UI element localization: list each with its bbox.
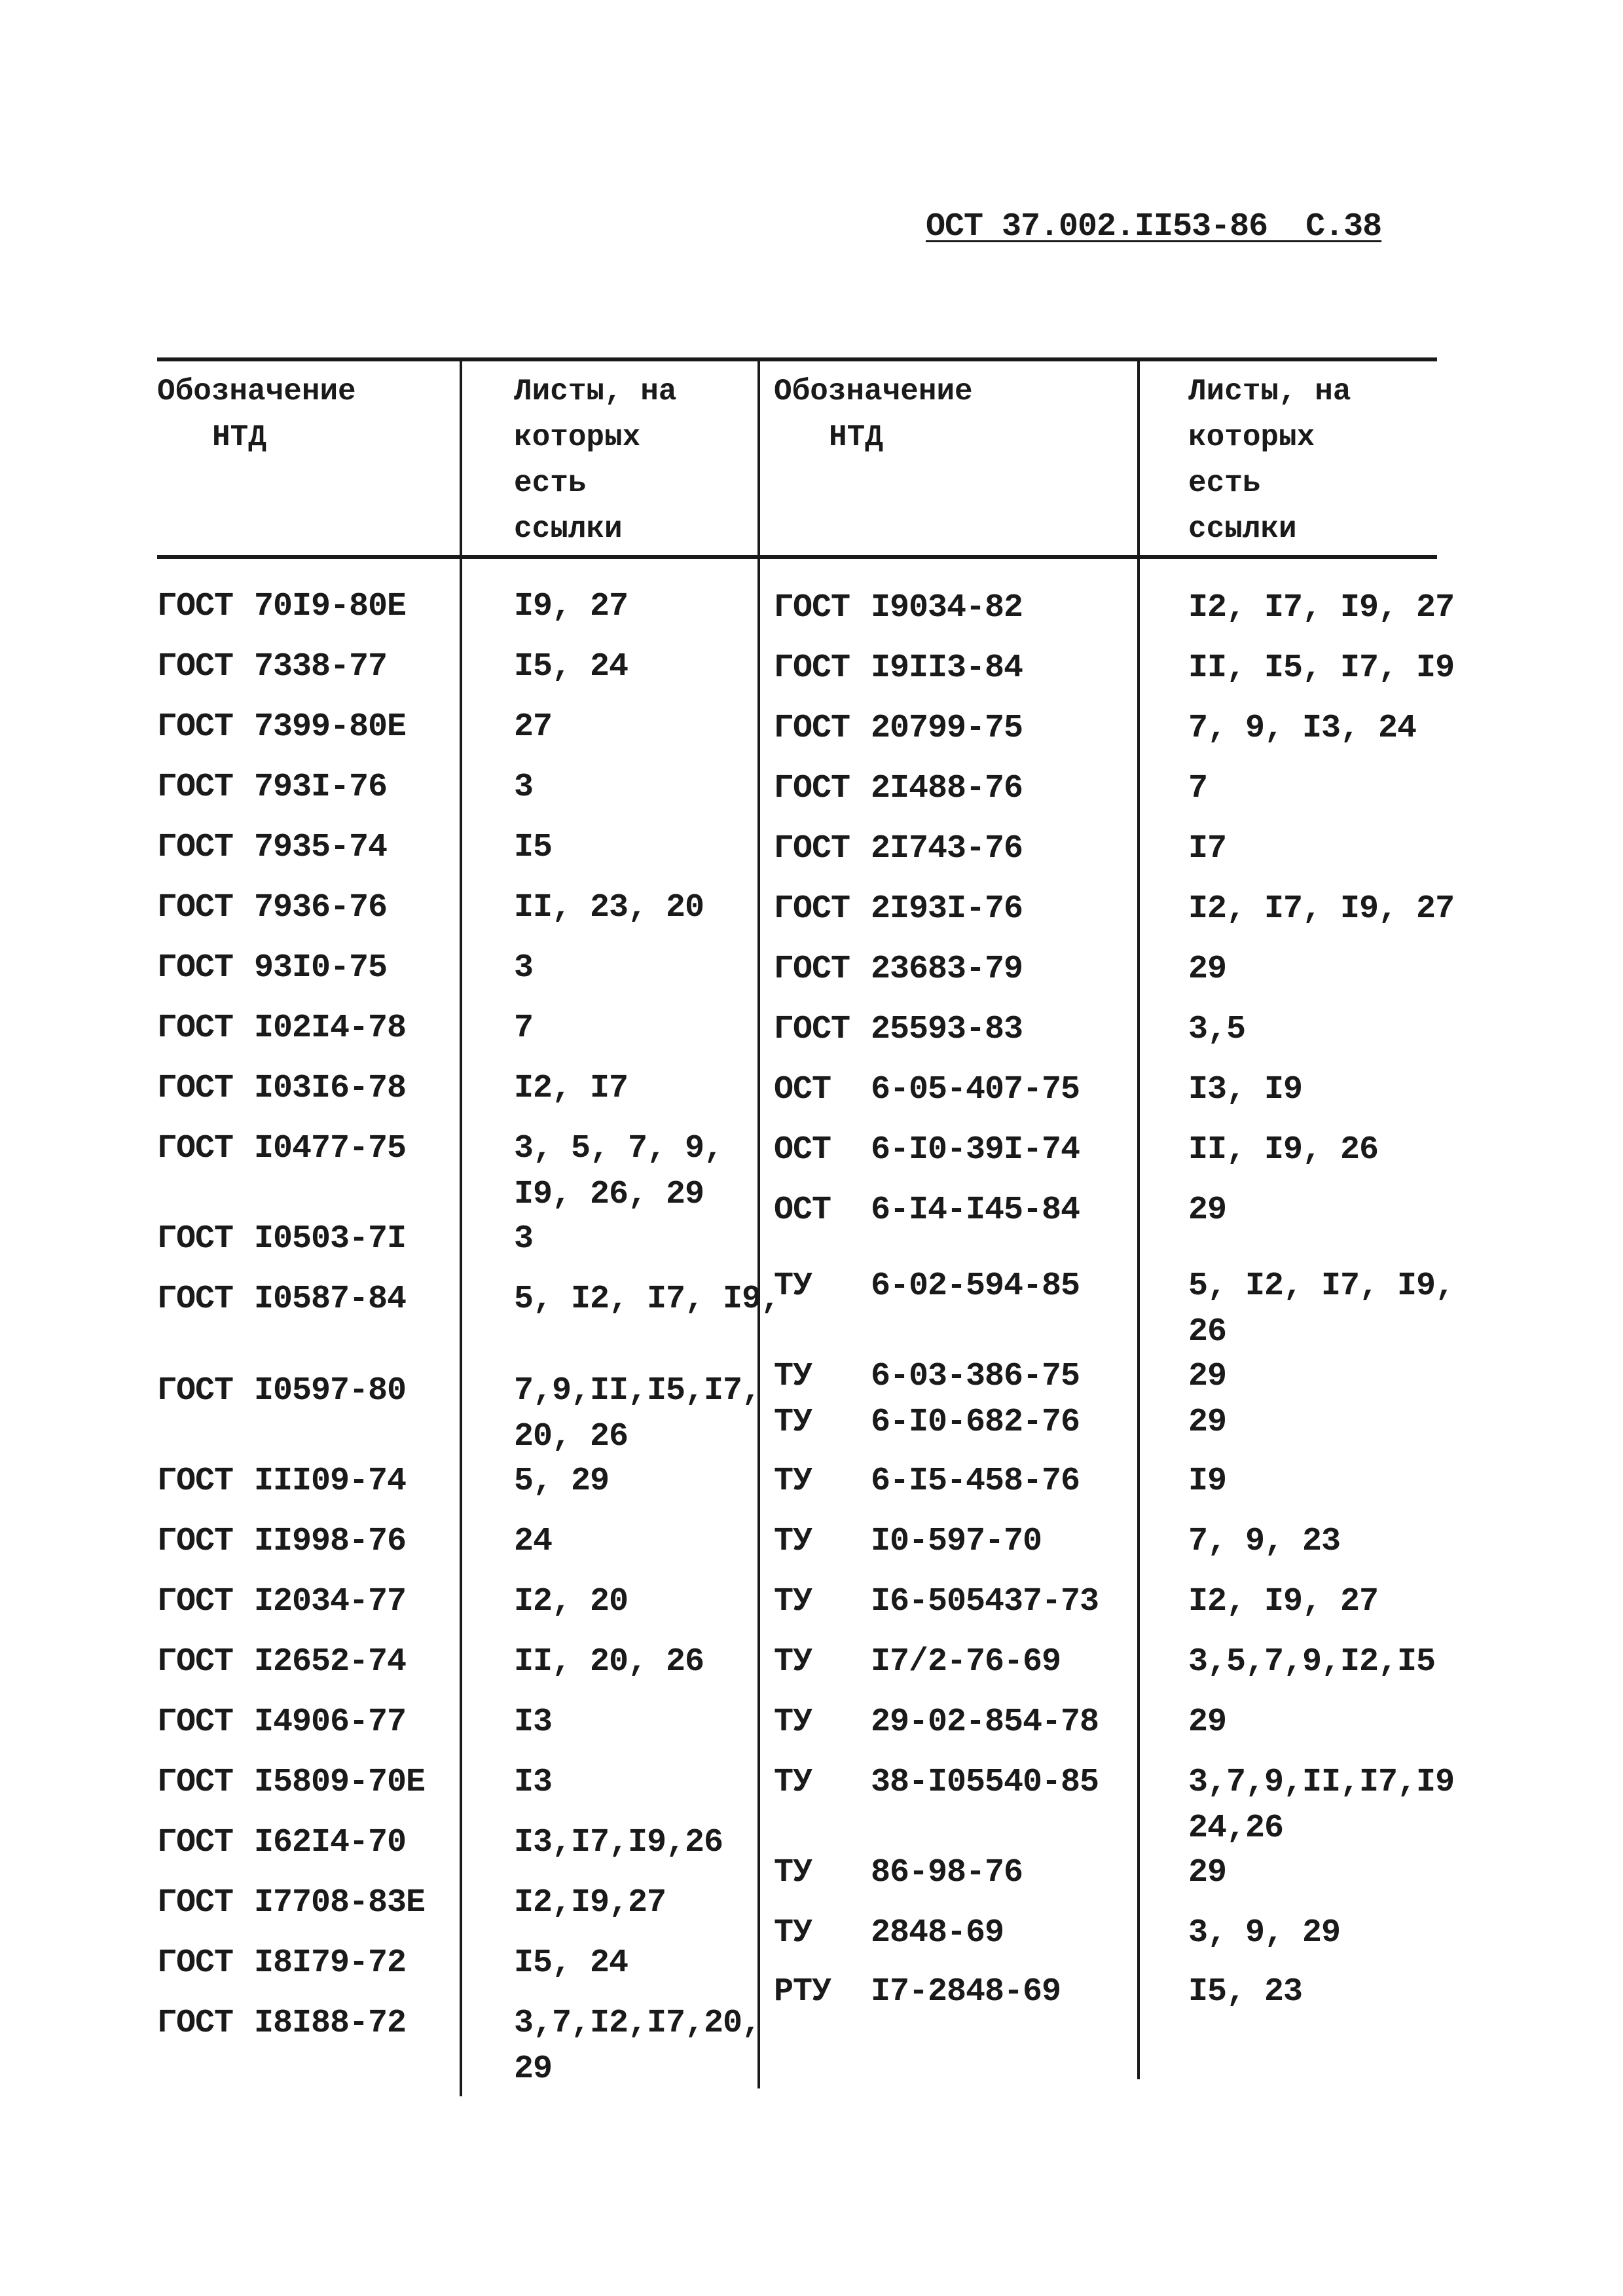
sheets-line: 5, I2, I7, I9,	[514, 1281, 780, 1318]
header-title: Обозначение	[774, 374, 973, 409]
designation-number: 23683-79	[871, 951, 1023, 988]
sheets-line: I2,I9,27	[514, 1884, 666, 1922]
designation-prefix: ГОСТ	[157, 708, 234, 746]
column-divider-3	[1137, 357, 1140, 2079]
designation-cell	[774, 1910, 1004, 1956]
sheets-cell	[514, 1066, 628, 1112]
designation-prefix: ГОСТ	[157, 1220, 234, 1258]
designation-number: I8I88-72	[254, 2005, 407, 2042]
header-subtitle: НТД	[212, 420, 266, 454]
designation-prefix: ГОСТ	[157, 2005, 234, 2042]
designation-prefix: ГОСТ	[157, 1281, 234, 1318]
sheets-line: I2, I7, I9, 27	[1188, 589, 1455, 627]
sheets-line: 29	[514, 2050, 553, 2088]
designation-number: 6-I0-39I-74	[871, 1131, 1080, 1169]
designation-cell	[774, 1264, 1080, 1309]
sheets-cell	[514, 765, 533, 811]
sheets-cell	[1188, 1354, 1226, 1400]
designation-cell	[157, 1459, 406, 1504]
designation-number: 6-I5-458-76	[871, 1463, 1080, 1500]
designation-prefix: ГОСТ	[157, 1824, 234, 1861]
designation-number: 7935-74	[254, 829, 388, 866]
designation-number: I5809-70Е	[254, 1764, 426, 1801]
sheets-line: I5, 23	[1188, 1973, 1303, 2011]
designation-cell	[774, 826, 1023, 872]
designation-prefix: ТУ	[774, 1463, 812, 1500]
designation-prefix: ТУ	[774, 1764, 812, 1801]
sheets-cell	[1188, 1188, 1226, 1233]
designation-prefix: ГОСТ	[774, 890, 850, 928]
designation-prefix: ГОСТ	[157, 1463, 234, 1500]
designation-cell	[157, 765, 387, 811]
sheets-line: 7, 9, I3, 24	[1188, 710, 1417, 747]
designation-cell	[774, 646, 1023, 691]
designation-prefix: ТУ	[774, 1854, 812, 1891]
designation-number: I03I6-78	[254, 1070, 407, 1107]
sheets-line: 27	[514, 708, 553, 746]
sheets-line: 3	[514, 769, 534, 806]
sheets-cell	[514, 1820, 723, 1866]
sheets-cell	[514, 1639, 704, 1685]
designation-prefix: ГОСТ	[774, 589, 850, 627]
designation-number: III09-74	[254, 1463, 407, 1500]
designation-number: 2I743-76	[871, 830, 1023, 867]
designation-prefix: ГОСТ	[157, 1944, 234, 1982]
designation-prefix: ГОСТ	[157, 829, 234, 866]
designation-number: I0477-75	[254, 1130, 407, 1167]
designation-number: I7/2-76-69	[871, 1643, 1061, 1681]
designation-prefix: ГОСТ	[157, 949, 234, 987]
sheets-cell	[1188, 826, 1226, 872]
sheets-cell	[1188, 1264, 1454, 1355]
header-line: ссылки	[1188, 512, 1297, 546]
sheets-line: I9, 26, 29	[514, 1176, 704, 1213]
sheets-cell	[514, 1880, 666, 1926]
designation-prefix: ТУ	[774, 1583, 812, 1620]
designation-prefix: ТУ	[774, 1404, 812, 1441]
designation-prefix: ГОСТ	[157, 648, 234, 685]
designation-cell	[157, 1639, 406, 1685]
designation-number: I0503-7I	[254, 1220, 407, 1258]
designation-cell	[157, 2001, 406, 2047]
designation-prefix: ОСТ	[774, 1071, 831, 1108]
sheets-line: 3, 5, 7, 9,	[514, 1130, 723, 1167]
designation-prefix: ГОСТ	[157, 889, 234, 926]
designation-cell	[157, 1760, 425, 1806]
designation-number: I9034-82	[871, 589, 1023, 627]
designation-number: 6-02-594-85	[871, 1267, 1080, 1305]
designation-cell	[774, 1400, 1080, 1446]
designation-cell	[157, 1368, 406, 1414]
designation-prefix: ТУ	[774, 1914, 812, 1952]
sheets-line: II, 23, 20	[514, 889, 704, 926]
designation-prefix: ГОСТ	[157, 1643, 234, 1681]
sheets-line: 7,9,II,I5,I7,	[514, 1372, 761, 1410]
designation-number: I62I4-70	[254, 1824, 407, 1861]
designation-cell	[157, 1880, 425, 1926]
designation-number: I0-597-70	[871, 1523, 1042, 1560]
sheets-cell	[514, 584, 628, 630]
designation-number: I0587-84	[254, 1281, 407, 1318]
sheets-cell	[1188, 1400, 1226, 1446]
designation-number: I6-505437-73	[871, 1583, 1099, 1620]
sheets-line: I2, I7	[514, 1070, 629, 1107]
designation-number: 38-I05540-85	[871, 1764, 1099, 1801]
designation-number: 6-I4-I45-84	[871, 1192, 1080, 1229]
sheets-cell	[514, 1006, 533, 1051]
designation-cell	[774, 1760, 1099, 1806]
sheets-line: I2, I7, I9, 27	[1188, 890, 1455, 928]
designation-cell	[157, 945, 387, 991]
sheets-line: 5, I2, I7, I9,	[1188, 1267, 1455, 1305]
designation-number: I2652-74	[254, 1643, 407, 1681]
designation-number: 2848-69	[871, 1914, 1004, 1952]
sheets-line: II, I9, 26	[1188, 1131, 1379, 1169]
designation-cell	[774, 1639, 1061, 1685]
sheets-line: I3, I9	[1188, 1071, 1303, 1108]
sheets-cell	[514, 1126, 723, 1218]
sheets-line: II, I5, I7, I9	[1188, 649, 1455, 687]
designation-prefix: ГОСТ	[157, 1583, 234, 1620]
sheets-cell	[1188, 1519, 1340, 1565]
designation-number: I7708-83Е	[254, 1884, 426, 1922]
designation-number: 6-I0-682-76	[871, 1404, 1080, 1441]
designation-cell	[774, 1850, 1023, 1896]
designation-prefix: ГОСТ	[157, 1523, 234, 1560]
sheets-cell	[514, 825, 552, 871]
sheets-line: I5	[514, 829, 553, 866]
designation-number: 7399-80Е	[254, 708, 407, 746]
sheets-line: 29	[1188, 1704, 1227, 1741]
sheets-cell	[1188, 1910, 1340, 1956]
designation-number: 70I9-80Е	[254, 588, 407, 625]
designation-cell	[157, 1126, 406, 1172]
designation-number: 6-03-386-75	[871, 1358, 1080, 1395]
sheets-cell	[514, 1277, 780, 1322]
designation-prefix: ГОСТ	[774, 710, 850, 747]
designation-number: II998-76	[254, 1523, 407, 1560]
document-code: ОСТ 37.002.II53-86 С.38	[926, 208, 1382, 246]
sheets-line: 3	[514, 1220, 534, 1258]
header-designation-right	[774, 369, 973, 460]
header-sheets-right	[1188, 369, 1351, 552]
sheets-line: 7, 9, 23	[1188, 1523, 1341, 1560]
designation-prefix: ТУ	[774, 1267, 812, 1305]
sheets-line: 29	[1188, 1192, 1227, 1229]
column-divider-1	[460, 357, 462, 2096]
sheets-cell	[514, 1216, 533, 1262]
sheets-line: 26	[1188, 1313, 1227, 1351]
sheets-line: I7	[1188, 830, 1227, 867]
sheets-line: 20, 26	[514, 1418, 629, 1455]
sheets-line: I3	[514, 1704, 553, 1741]
sheets-line: 29	[1188, 1404, 1227, 1441]
designation-number: 2I93I-76	[871, 890, 1023, 928]
designation-number: 25593-83	[871, 1011, 1023, 1048]
sheets-line: 3,7,I2,I7,20,	[514, 2005, 761, 2042]
sheets-cell	[514, 1368, 761, 1460]
sheets-cell	[514, 1579, 628, 1625]
designation-number: 29-02-854-78	[871, 1704, 1099, 1741]
designation-number: I8I79-72	[254, 1944, 407, 1982]
designation-number: 7338-77	[254, 648, 388, 685]
sheets-line: I2, 20	[514, 1583, 629, 1620]
sheets-line: II, 20, 26	[514, 1643, 704, 1681]
designation-cell	[774, 1969, 1061, 2015]
designation-cell	[157, 1941, 406, 1986]
sheets-line: I5, 24	[514, 648, 629, 685]
header-title: Обозначение	[157, 374, 356, 409]
designation-cell	[157, 885, 387, 931]
sheets-line: 29	[1188, 1854, 1227, 1891]
sheets-line: 3,7,9,II,I7,I9	[1188, 1764, 1455, 1801]
sheets-line: I3	[514, 1764, 553, 1801]
designation-cell	[774, 947, 1023, 993]
designation-prefix: ОСТ	[774, 1131, 831, 1169]
designation-number: 793I-76	[254, 769, 388, 806]
designation-prefix: ТУ	[774, 1358, 812, 1395]
sheets-cell	[1188, 1459, 1226, 1504]
designation-cell	[774, 1067, 1080, 1113]
sheets-cell	[1188, 1067, 1302, 1113]
designation-prefix: ГОСТ	[157, 1884, 234, 1922]
designation-number: I02I4-78	[254, 1010, 407, 1047]
sheets-line: 3, 9, 29	[1188, 1914, 1341, 1952]
sheets-cell	[1188, 1700, 1226, 1745]
designation-cell	[157, 1820, 406, 1866]
designation-prefix: ОСТ	[774, 1192, 831, 1229]
designation-prefix: ГОСТ	[774, 951, 850, 988]
designation-number: I7-2848-69	[871, 1973, 1061, 2011]
sheets-cell	[1188, 1127, 1378, 1173]
designation-cell	[774, 585, 1023, 631]
sheets-cell	[1188, 1579, 1378, 1625]
sheets-line: 29	[1188, 1358, 1227, 1395]
designation-prefix: ГОСТ	[157, 769, 234, 806]
designation-number: 6-05-407-75	[871, 1071, 1080, 1108]
designation-cell	[774, 766, 1023, 812]
designation-prefix: ГОСТ	[157, 1372, 234, 1410]
designation-cell	[774, 1188, 1080, 1233]
header-line: которых	[514, 420, 641, 454]
designation-cell	[774, 1519, 1042, 1565]
sheets-line: I2, I9, 27	[1188, 1583, 1379, 1620]
designation-prefix: ТУ	[774, 1704, 812, 1741]
sheets-line: I9, 27	[514, 588, 629, 625]
designation-number: 86-98-76	[871, 1854, 1023, 1891]
designation-prefix: ГОСТ	[774, 770, 850, 807]
sheets-cell	[514, 704, 552, 750]
designation-cell	[774, 1579, 1099, 1625]
designation-cell	[157, 1066, 406, 1112]
designation-number: I0597-80	[254, 1372, 407, 1410]
header-sheets-left	[514, 369, 676, 552]
designation-cell	[157, 1277, 406, 1322]
designation-cell	[157, 1519, 406, 1565]
designation-cell	[774, 886, 1023, 932]
designation-number: 20799-75	[871, 710, 1023, 747]
sheets-cell	[1188, 1760, 1454, 1851]
header-line: которых	[1188, 420, 1315, 454]
designation-number: 7936-76	[254, 889, 388, 926]
designation-prefix: ГОСТ	[774, 830, 850, 867]
designation-cell	[774, 1700, 1099, 1745]
sheets-line: 3	[514, 949, 534, 987]
sheets-cell	[1188, 1007, 1245, 1053]
designation-prefix: ГОСТ	[157, 1704, 234, 1741]
designation-cell	[774, 1459, 1080, 1504]
designation-cell	[157, 1700, 406, 1745]
sheets-line: 7	[514, 1010, 534, 1047]
sheets-cell	[1188, 947, 1226, 993]
designation-cell	[157, 1579, 406, 1625]
header-line: ссылки	[514, 512, 623, 546]
designation-prefix: ГОСТ	[157, 1010, 234, 1047]
designation-prefix: ГОСТ	[774, 1011, 850, 1048]
designation-cell	[157, 1216, 406, 1262]
sheets-line: I5, 24	[514, 1944, 629, 1982]
sheets-line: 7	[1188, 770, 1208, 807]
header-line: есть	[514, 466, 587, 500]
designation-prefix: ГОСТ	[157, 1764, 234, 1801]
designation-cell	[774, 1354, 1080, 1400]
sheets-line: 3,5,7,9,I2,I5	[1188, 1643, 1436, 1681]
sheets-line: 24,26	[1188, 1810, 1284, 1847]
designation-cell	[157, 584, 406, 630]
sheets-line: 5, 29	[514, 1463, 610, 1500]
sheets-line: 24	[514, 1523, 553, 1560]
table-header-rule	[157, 555, 1437, 559]
designation-prefix: ГОСТ	[157, 1130, 234, 1167]
designation-number: 2I488-76	[871, 770, 1023, 807]
header-subtitle: НТД	[829, 420, 883, 454]
designation-cell	[774, 1127, 1080, 1173]
sheets-cell	[1188, 886, 1454, 932]
sheets-cell	[514, 885, 704, 931]
column-divider-2	[757, 357, 760, 2088]
designation-cell	[157, 644, 387, 690]
designation-number: I9II3-84	[871, 649, 1023, 687]
sheets-cell	[1188, 1639, 1435, 1685]
sheets-cell	[514, 1941, 628, 1986]
designation-prefix: ГОСТ	[157, 588, 234, 625]
designation-number: I4906-77	[254, 1704, 407, 1741]
header-line: Листы, на	[514, 374, 677, 409]
designation-cell	[157, 1006, 406, 1051]
header-designation-left	[157, 369, 356, 460]
sheets-line: 29	[1188, 951, 1227, 988]
designation-cell	[157, 825, 387, 871]
designation-prefix: ГОСТ	[157, 1070, 234, 1107]
sheets-cell	[514, 1519, 552, 1565]
designation-cell	[774, 706, 1023, 752]
sheets-cell	[514, 1760, 552, 1806]
designation-cell	[157, 704, 406, 750]
sheets-cell	[1188, 1850, 1226, 1896]
header-line: Листы, на	[1188, 374, 1351, 409]
header-line: есть	[1188, 466, 1261, 500]
sheets-cell	[514, 945, 533, 991]
designation-prefix: ГОСТ	[774, 649, 850, 687]
sheets-cell	[514, 2001, 761, 2092]
sheets-cell	[514, 1700, 552, 1745]
sheets-cell	[1188, 1969, 1302, 2015]
sheets-cell	[514, 644, 628, 690]
sheets-line: I3,I7,I9,26	[514, 1824, 723, 1861]
table-top-rule	[157, 357, 1437, 361]
sheets-line: 3,5	[1188, 1011, 1246, 1048]
designation-number: I2034-77	[254, 1583, 407, 1620]
designation-prefix: РТУ	[774, 1973, 831, 2011]
sheets-cell	[1188, 766, 1207, 812]
sheets-cell	[1188, 706, 1416, 752]
designation-prefix: ТУ	[774, 1523, 812, 1560]
designation-prefix: ТУ	[774, 1643, 812, 1681]
sheets-cell	[1188, 646, 1454, 691]
designation-number: 93I0-75	[254, 949, 388, 987]
sheets-cell	[1188, 585, 1454, 631]
designation-cell	[774, 1007, 1023, 1053]
sheets-cell	[514, 1459, 609, 1504]
sheets-line: I9	[1188, 1463, 1227, 1500]
